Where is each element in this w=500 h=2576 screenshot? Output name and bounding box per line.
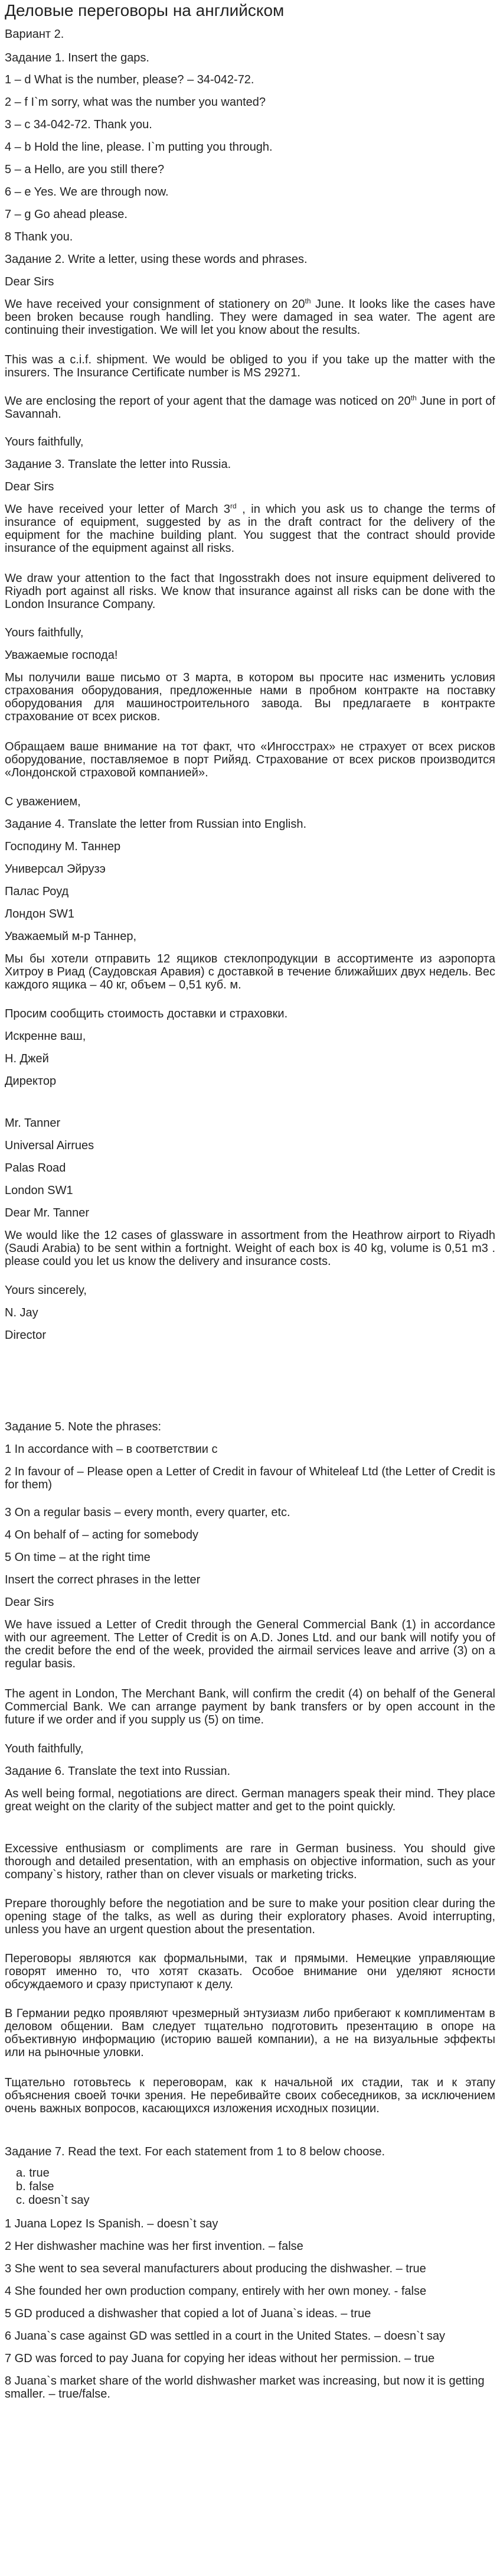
paragraph	[5, 298, 495, 337]
text-run: , in which you ask us to change the terms of insurance of equipment, suggested by as in the draft contract for the delivery of the equipment for the machine building plant. You suggest that the contract should provide insurance of the equipment against all risks.	[5, 503, 495, 555]
paragraph: 1 In accordance with – в соответствии с	[5, 1443, 218, 1456]
paragraph: 7 GD was forced to pay Juana for copying her ideas without her permission. – true	[5, 2352, 435, 2365]
text-run: June. It looks like the cases have been broken because rough handling. They were damaged in sea water. The agent are continuing their investigation. We will let you know about the results.	[5, 298, 495, 337]
paragraph: 5 GD produced a dishwasher that copied a lot of Juana`s ideas. – true	[5, 2307, 371, 2320]
text-run: We have received your consignment of stationery on 20	[5, 298, 305, 311]
paragraph: Задание 3. Translate the letter into Russia.	[5, 458, 231, 471]
text-run: We are enclosing the report of your agent that the damage was noticed on 20	[5, 395, 411, 408]
paragraph: 1 – d What is the number, please? – 34-042-72.	[5, 73, 254, 86]
paragraph: 3 – c 34-042-72. Thank you.	[5, 118, 152, 131]
paragraph: Dear Sirs	[5, 275, 54, 288]
paragraph: Задание 5. Note the phrases:	[5, 1420, 161, 1433]
paragraph: We draw your attention to the fact that Ingosstrakh does not insure equipment delivered to Riyadh port against all risks. We know that insurance against all risks can be done with the London Insurance Company.	[5, 572, 495, 611]
paragraph: 2 – f I`m sorry, what was the number you wanted?	[5, 96, 266, 109]
paragraph: Тщательно готовьтесь к переговорам, как к начальной их стадии, так и к этапу объяснения своей точки зрения. Не перебивайте своих собеседников, за исключением очень важных вопросов, касающихся изложения исходных позиции.	[5, 2076, 495, 2115]
paragraph: Вариант 2.	[5, 28, 64, 41]
paragraph: 5 On time – at the right time	[5, 1551, 151, 1564]
paragraph: 4 She founded her own production company, entirely with her own money. - false	[5, 2285, 427, 2298]
paragraph: N. Jay	[5, 1306, 38, 1319]
paragraph: Палас Роуд	[5, 885, 69, 898]
paragraph: Господину М. Таннер	[5, 840, 121, 853]
paragraph: 4 – b Hold the line, please. I`m putting you through.	[5, 141, 273, 154]
paragraph: Задание 4. Translate the letter from Russian into English.	[5, 818, 307, 831]
paragraph: 7 – g Go ahead please.	[5, 208, 128, 221]
paragraph	[5, 503, 495, 555]
paragraph: Dear Sirs	[5, 480, 54, 493]
paragraph: Director	[5, 1329, 47, 1342]
paragraph: В Германии редко проявляют чрезмерный энтузиазм либо прибегают к комплиментам в деловом общении. Вам следует тщательно подготовить презентацию в опоре на объективную информацию (историю вашей компании), а не на визуальные эффекты или на рыночные уловки.	[5, 2007, 495, 2059]
paragraph: Обращаем ваше внимание на тот факт, что «Ингосстрах» не страхует от всех рисков оборудование, поставляемое в порт Рийяд. Страхование от всех рисков производится «Лондонской страховой компанией».	[5, 740, 495, 779]
list-item: b. false	[16, 2180, 54, 2193]
superscript: th	[410, 393, 417, 402]
paragraph: The agent in London, The Merchant Bank, will confirm the credit (4) on behalf of the General Commercial Bank. We can arrange payment by bank transfers or by open account in the future if we order and if you supply us (5) on time.	[5, 1687, 495, 1726]
paragraph: Mr. Tanner	[5, 1117, 61, 1130]
paragraph: Insert the correct phrases in the letter	[5, 1573, 201, 1586]
paragraph: 3 On a regular basis – every month, every quarter, etc.	[5, 1506, 290, 1519]
paragraph: Задание 2. Write a letter, using these words and phrases.	[5, 253, 308, 266]
paragraph: Youth faithfully,	[5, 1742, 84, 1755]
paragraph: Yours sincerely,	[5, 1284, 87, 1297]
paragraph: Универсал Эйрузэ	[5, 863, 106, 876]
paragraph: 2 In favour of – Please open a Letter of Credit in favour of Whiteleaf Ltd (the Letter of Credit is for them)	[5, 1465, 495, 1491]
list-item: a. true	[16, 2167, 50, 2180]
paragraph: Переговоры являются как формальными, так и прямыми. Немецкие управляющие говорят именно то, что хотят сказать. Особое внимание они уделяют ясности обсуждаемого и сразу приступают к делу.	[5, 1952, 495, 1991]
paragraph: Excessive enthusiasm or compliments are rare in German business. You should give thorough and detailed presentation, with an emphasis on objective information, such as your company`s history, rather than on clever visuals or marketing tricks.	[5, 1842, 495, 1881]
superscript: th	[305, 297, 311, 305]
superscript: rd	[230, 502, 237, 510]
paragraph: Palas Road	[5, 1162, 66, 1175]
paragraph: Мы бы хотели отправить 12 ящиков стеклопродукции в ассортименте из аэропорта Хитроу в Риад (Саудовская Аравия) с доставкой в течение ближайших двух недель. Вес каждого ящика – 40 кг, объем – 0,51 куб. м.	[5, 952, 495, 991]
paragraph: Universal Airrues	[5, 1139, 94, 1152]
paragraph: 5 – a Hello, are you still there?	[5, 163, 165, 176]
list-item: c. doesn`t say	[16, 2194, 90, 2207]
paragraph: Уважаемый м-р Таннер,	[5, 930, 137, 943]
paragraph: We have issued a Letter of Credit through the General Commercial Bank (1) in accordance with our agreement. The Letter of Credit is on A.D. Jones Ltd. and our bank will notify you of the credit before the end of the week, provided the airmail services leave and arrive (3) on a regular basis.	[5, 1618, 495, 1670]
text-run: June in port of Savannah.	[5, 395, 495, 421]
paragraph: Yours faithfully,	[5, 435, 84, 448]
paragraph: С уважением,	[5, 795, 81, 808]
paragraph: Dear Sirs	[5, 1596, 54, 1609]
paragraph: 1 Juana Lopez Is Spanish. – doesn`t say	[5, 2217, 218, 2230]
paragraph: As well being formal, negotiations are direct. German managers speak their mind. They place great weight on the clarity of the subject matter and get to the point quickly.	[5, 1787, 495, 1813]
paragraph: Задание 1. Insert the gaps.	[5, 51, 149, 64]
paragraph: Уважаемые господа!	[5, 649, 118, 662]
paragraph: 4 On behalf of – acting for somebody	[5, 1528, 198, 1541]
paragraph: Н. Джей	[5, 1052, 49, 1065]
paragraph: Yours faithfully,	[5, 626, 84, 639]
paragraph: 8 Thank you.	[5, 230, 73, 243]
paragraph: Задание 6. Translate the text into Russian.	[5, 1765, 231, 1778]
paragraph: We would like the 12 cases of glassware in assortment from the Heathrow airport to Riyadh (Saudi Arabia) to be sent within a fortnight. Weight of each box is 40 kg, volume is 0,51 m3 . please could you let us know the delivery and insurance costs.	[5, 1229, 495, 1268]
paragraph: This was a c.i.f. shipment. We would be obliged to you if you take up the matter with the insurers. The Insurance Certificate number is MS 29271.	[5, 353, 495, 379]
paragraph: London SW1	[5, 1184, 73, 1197]
paragraph: Задание 7. Read the text. For each statement from 1 to 8 below choose.	[5, 2145, 385, 2158]
paragraph: 6 Juana`s case against GD was settled in a court in the United States. – doesn`t say	[5, 2330, 445, 2343]
paragraph: Директор	[5, 1075, 57, 1088]
page-title: Деловые переговоры на английском	[5, 1, 285, 19]
paragraph: Prepare thoroughly before the negotiation and be sure to make your position clear during the opening stage of the talks, as well as during their exploratory phases. Avoid interrupting, unless you have an urgent question about the presentation.	[5, 1897, 495, 1936]
paragraph: 6 – e Yes. We are through now.	[5, 186, 169, 199]
text-run: We have received your letter of March 3	[5, 503, 231, 516]
paragraph: 8 Juana`s market share of the world dishwasher market was increasing, but now it is getting smaller. – true/false.	[5, 2375, 485, 2401]
paragraph	[5, 395, 495, 421]
paragraph: Мы получили ваше письмо от 3 марта, в котором вы просите нас изменить условия страхования оборудования, предложенные нами в пробном контракте на поставку оборудования для машиностроительного завода. Вы предлагаете в контракте страхование от всех рисков.	[5, 671, 495, 723]
paragraph: 3 She went to sea several manufacturers about producing the dishwasher. – true	[5, 2262, 426, 2275]
paragraph: 2 Her dishwasher machine was her first invention. – false	[5, 2240, 303, 2253]
paragraph: Dear Mr. Tanner	[5, 1206, 90, 1219]
paragraph: Лондон SW1	[5, 908, 75, 921]
paragraph: Просим сообщить стоимость доставки и страховки.	[5, 1007, 288, 1020]
paragraph: Искренне ваш,	[5, 1030, 86, 1043]
